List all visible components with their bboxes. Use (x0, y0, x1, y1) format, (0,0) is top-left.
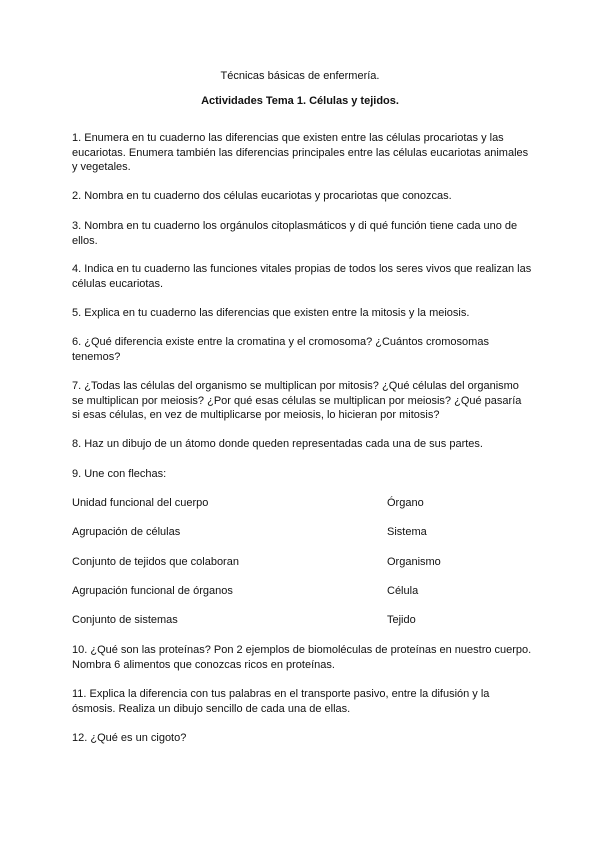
question-8: 8. Haz un dibujo de un átomo donde queden representadas cada una de sus partes. (72, 438, 483, 450)
question-1: 1. Enumera en tu cuaderno las diferencias que existen entre las células procariotas y las eucariotas. Enumera también las diferencias principales entre las células eucariotas animales y vegetales. (72, 132, 529, 173)
matching-right-item: Tejido (387, 614, 416, 626)
question-6: 6. ¿Qué diferencia existe entre la cromatina y el cromosoma? ¿Cuántos cromosomas tenemos? (72, 336, 489, 363)
question-5: 5. Explica en tu cuaderno las diferencias que existen entre la mitosis y la meiosis. (72, 307, 470, 319)
matching-right-item: Célula (387, 585, 419, 597)
matching-left-item: Agrupación funcional de órganos (72, 585, 233, 597)
question-11: 11. Explica la diferencia con tus palabras en el transporte pasivo, entre la difusión y la ósmosis. Realiza un dibujo sencillo de cada una de ellas. (72, 688, 490, 715)
question-9: 9. Une con flechas: (72, 468, 167, 480)
matching-row (72, 613, 532, 628)
matching-right-item: Organismo (387, 556, 441, 568)
document-subtitle: Actividades Tema 1. Células y tejidos. (201, 95, 399, 107)
matching-right-item: Sistema (387, 526, 427, 538)
matching-left-item: Conjunto de tejidos que colaboran (72, 556, 239, 568)
matching-right-item: Órgano (387, 497, 424, 509)
question-7: 7. ¿Todas las células del organismo se multiplican por mitosis? ¿Qué células del organismo se multiplican por meiosis? ¿Por qué esas células se multiplican por meiosis? ¿Qué pasaría si esas células, en vez de multiplicarse por meiosis, lo hicieran por mitosis? (72, 380, 522, 421)
matching-left-item: Conjunto de sistemas (72, 614, 178, 626)
matching-row (72, 496, 532, 511)
header (0, 70, 600, 107)
matching-row (72, 555, 532, 570)
question-12: 12. ¿Qué es un cigoto? (72, 732, 187, 744)
question-4: 4. Indica en tu cuaderno las funciones vitales propias de todos los seres vivos que realizan las células eucariotas. (72, 263, 532, 290)
question-3: 3. Nombra en tu cuaderno los orgánulos citoplasmáticos y di qué función tiene cada uno de ellos. (72, 220, 518, 247)
document-title: Técnicas básicas de enfermería. (220, 70, 380, 82)
question-10: 10. ¿Qué son las proteínas? Pon 2 ejemplos de biomoléculas de proteínas en nuestro cuerpo. Nombra 6 alimentos que conozcas ricos en proteínas. (72, 644, 532, 671)
matching-row (72, 525, 532, 540)
matching-left-item: Unidad funcional del cuerpo (72, 497, 209, 509)
question-2: 2. Nombra en tu cuaderno dos células eucariotas y procariotas que conozcas. (72, 190, 452, 202)
matching-row (72, 584, 532, 599)
matching-left-item: Agrupación de células (72, 526, 181, 538)
